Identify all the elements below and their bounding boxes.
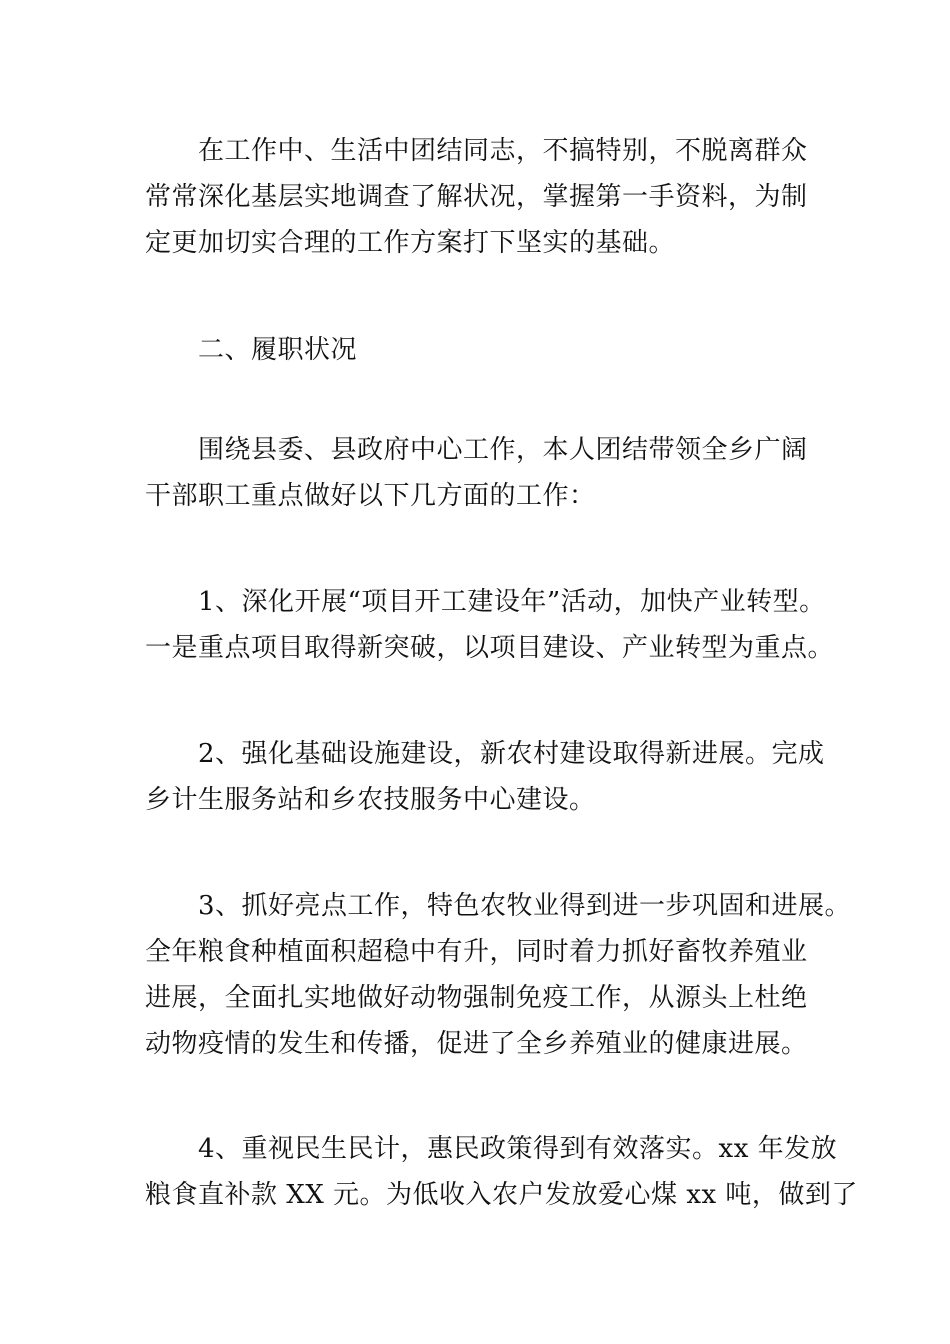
- paragraph-line: 4、重视民生民计，惠民政策得到有效落实。xx 年发放: [198, 1134, 838, 1164]
- paragraph-line: 3、抓好亮点工作，特色农牧业得到进一步巩固和进展。: [198, 891, 852, 921]
- section-heading-text: 二、履职状况: [198, 335, 358, 365]
- paragraph-line: 1、深化开展“项目开工建设年”活动，加快产业转型。: [198, 587, 826, 617]
- paragraph-item-3-agriculture: [145, 883, 852, 1067]
- paragraph-line: 动物疫情的发生和传播，促进了全乡养殖业的健康进展。: [145, 1029, 808, 1059]
- section-heading-duty-performance: [145, 327, 815, 373]
- paragraph-work-overview: [145, 427, 815, 519]
- paragraph-line: 乡计生服务站和乡农技服务中心建设。: [145, 785, 596, 815]
- paragraph-line: 常常深化基层实地调查了解状况，掌握第一手资料，为制: [145, 182, 808, 212]
- paragraph-item-4-livelihood: [145, 1126, 858, 1218]
- paragraph-item-2-infrastructure: [145, 731, 825, 823]
- paragraph-line: 进展，全面扎实地做好动物强制免疫工作，从源头上杜绝: [145, 983, 808, 1013]
- paragraph-line: 2、强化基础设施建设，新农村建设取得新进展。完成: [198, 739, 825, 769]
- paragraph-line: 全年粮食种植面积超稳中有升，同时着力抓好畜牧养殖业: [145, 937, 808, 967]
- paragraph-line: 在工作中、生活中团结同志，不搞特别，不脱离群众: [198, 136, 808, 166]
- paragraph-line: 干部职工重点做好以下几方面的工作：: [145, 481, 596, 511]
- paragraph-line: 定更加切实合理的工作方案打下坚实的基础。: [145, 228, 676, 258]
- paragraph-item-1-projects: [145, 579, 835, 671]
- paragraph-line: 粮食直补款 XX 元。为低收入农户发放爱心煤 xx 吨，做到了: [145, 1180, 858, 1210]
- paragraph-unity-and-research: [145, 128, 815, 266]
- paragraph-line: 一是重点项目取得新突破，以项目建设、产业转型为重点。: [145, 633, 835, 663]
- paragraph-line: 围绕县委、县政府中心工作，本人团结带领全乡广阔: [198, 435, 808, 465]
